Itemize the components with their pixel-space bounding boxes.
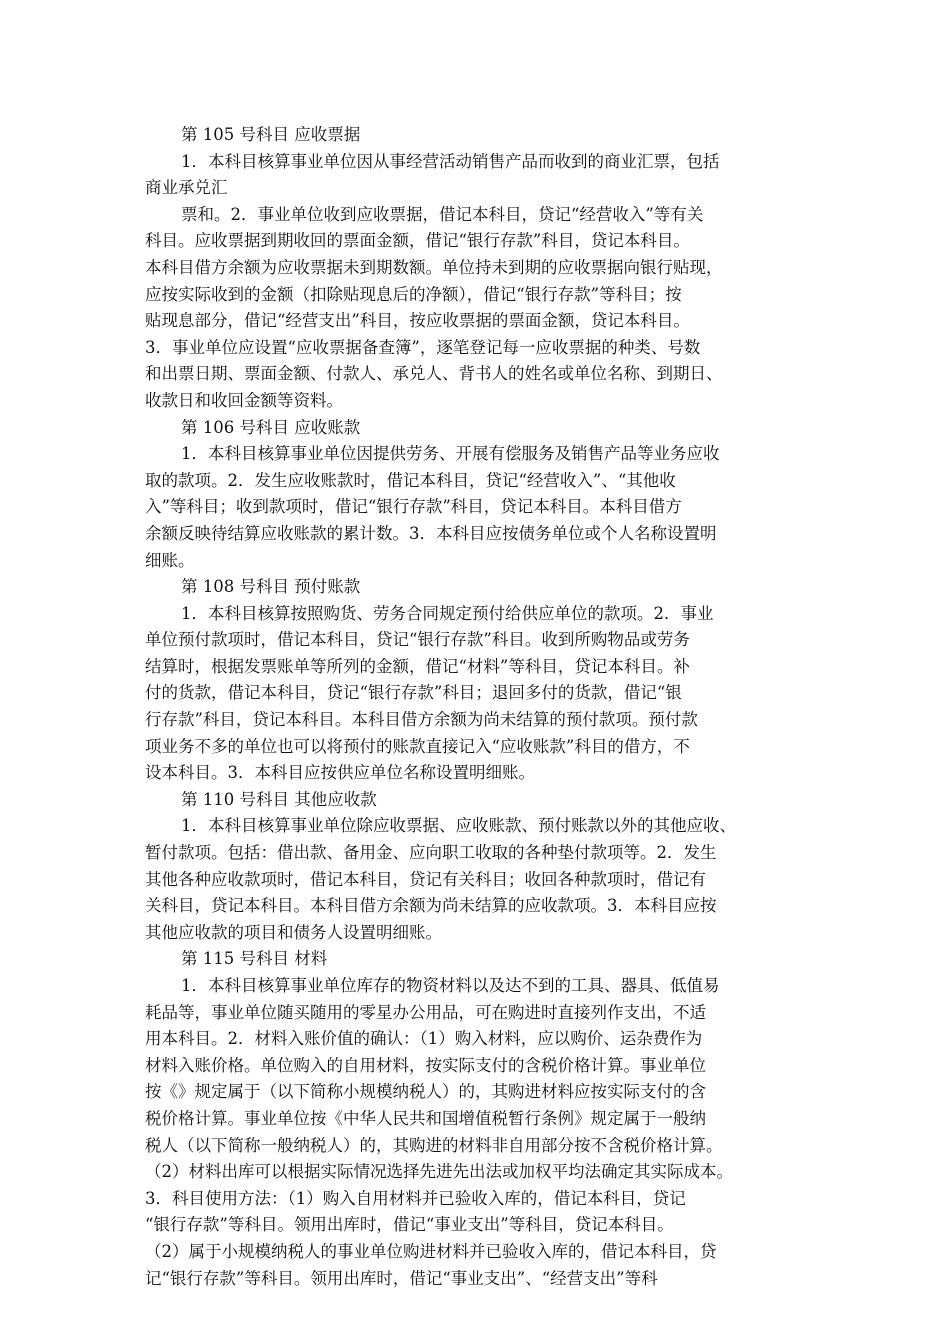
text-line: 税价格计算。事业单位按《中华人民共和国增值税暂行条例》规定属于一般纳 bbox=[145, 1108, 706, 1128]
text-line: 材料入账价格。单位购入的自用材料，按实际支付的含税价格计算。事业单位 bbox=[145, 1055, 706, 1075]
text-line: 用本科目。2．材料入账价值的确认：（1）购入材料，应以购价、运杂费作为 bbox=[145, 1029, 703, 1049]
text-line: 3．科目使用方法：（1）购入自用材料并已验收入库的，借记本科目，贷记 bbox=[145, 1188, 686, 1208]
text-line: 第 105 号科目 应收票据 bbox=[181, 125, 361, 144]
text-line: 商业承兑汇 bbox=[145, 178, 228, 198]
text-line: 余额反映待结算应收账款的累计数。3．本科目应按债务单位或个人名称设置明 bbox=[145, 523, 717, 543]
text-line: 行存款”科目，贷记本科目。本科目借方余额为尚未结算的预付款项。预付款 bbox=[145, 710, 698, 730]
text-line: 应按实际收到的金额（扣除贴现息后的净额），借记“银行存款”等科目；按 bbox=[145, 284, 682, 304]
text-line: 1．本科目核算事业单位因从事经营活动销售产品而收到的商业汇票，包括 bbox=[181, 151, 720, 171]
document-body bbox=[145, 122, 813, 1292]
text-line: 1．本科目核算按照购货、劳务合同规定预付给供应单位的款项。2．事业 bbox=[181, 603, 714, 623]
text-line: （2）材料出库可以根据实际情况选择先进先出法或加权平均法确定其实际成本。 bbox=[145, 1162, 733, 1182]
text-line: 第 108 号科目 预付账款 bbox=[181, 577, 361, 597]
text-line: 税人（以下简称一般纳税人）的，其购进的材料非自用部分按不含税价格计算。 bbox=[145, 1135, 723, 1155]
text-line: 设本科目。3．本科目应按供应单位名称设置明细账。 bbox=[145, 763, 535, 783]
text-line: 贴现息部分，借记“经营支出”科目，按应收票据的票面金额，贷记本科目。 bbox=[145, 311, 690, 331]
text-line: 和出票日期、票面金额、付款人、承兑人、背书人的姓名或单位名称、到期日、 bbox=[145, 364, 723, 384]
text-line: 付的货款，借记本科目，贷记“银行存款”科目；退回多付的货款，借记“银 bbox=[145, 683, 682, 703]
text-line: 耗品等，事业单位随买随用的零星办公用品，可在购进时直接列作支出，不适 bbox=[145, 1002, 706, 1022]
text-line: 本科目借方余额为应收票据未到期数额。单位持未到期的应收票据向银行贴现， bbox=[145, 257, 723, 277]
text-line: 收款日和收回金额等资料。 bbox=[145, 390, 343, 410]
text-line: 1．本科目核算事业单位库存的物资材料以及达不到的工具、器具、低值易 bbox=[181, 976, 720, 995]
text-line: 1．本科目核算事业单位除应收票据、应收账款、预付账款以外的其他应收、 bbox=[181, 816, 736, 836]
text-line: 其他应收款的项目和债务人设置明细账。 bbox=[145, 922, 442, 942]
text-line: 项业务不多的单位也可以将预付的账款直接记入“应收账款”科目的借方，不 bbox=[145, 736, 690, 756]
text-line: 取的款项。2．发生应收账款时，借记本科目，贷记“经营收入”、“其他收 bbox=[145, 470, 676, 490]
text-line: 科目。应收票据到期收回的票面金额，借记“银行存款”科目，贷记本科目。 bbox=[145, 231, 690, 251]
text-line: 第 115 号科目 材料 bbox=[181, 949, 328, 969]
text-line: 单位预付款项时，借记本科目，贷记“银行存款”科目。收到所购物品或劳务 bbox=[145, 630, 690, 650]
text-line: 暂付款项。包括：借出款、备用金、应向职工收取的各种垫付款项等。2．发生 bbox=[145, 843, 717, 863]
text-line: （2）属于小规模纳税人的事业单位购进材料并已验收入库的，借记本科目，贷 bbox=[145, 1241, 717, 1261]
text-line: 第 106 号科目 应收账款 bbox=[181, 417, 361, 437]
text-line: 票和。2．事业单位收到应收票据，借记本科目，贷记“经营收入”等有关 bbox=[181, 204, 704, 224]
text-line: 3．事业单位应设置“应收票据备查簿”，逐笔登记每一应收票据的种类、号数 bbox=[145, 337, 701, 357]
text-line: 第 110 号科目 其他应收款 bbox=[181, 789, 377, 809]
text-line: 结算时，根据发票账单等所列的金额，借记“材料”等科目，贷记本科目。补 bbox=[145, 656, 690, 676]
text-line: 其他各种应收款项时，借记本科目，贷记有关科目；收回各种款项时，借记有 bbox=[145, 869, 706, 889]
text-line: 关科目，贷记本科目。本科目借方余额为尚未结算的应收款项。3．本科目应按 bbox=[145, 896, 717, 916]
text-line: 按《》规定属于（以下简称小规模纳税人）的，其购进材料应按实际支付的含 bbox=[145, 1082, 706, 1102]
text-line: 记“银行存款”等科目。领用出库时，借记“事业支出”、“经营支出”等科 bbox=[145, 1268, 658, 1288]
text-line: 1．本科目核算事业单位因提供劳务、开展有偿服务及销售产品等业务应收 bbox=[181, 444, 720, 464]
text-line: 细账。 bbox=[145, 550, 195, 570]
text-line: “银行存款”等科目。领用出库时，借记“事业支出”等科目，贷记本科目。 bbox=[145, 1215, 674, 1235]
text-line: 入”等科目；收到款项时，借记“银行存款”科目，贷记本科目。本科目借方 bbox=[145, 497, 682, 517]
